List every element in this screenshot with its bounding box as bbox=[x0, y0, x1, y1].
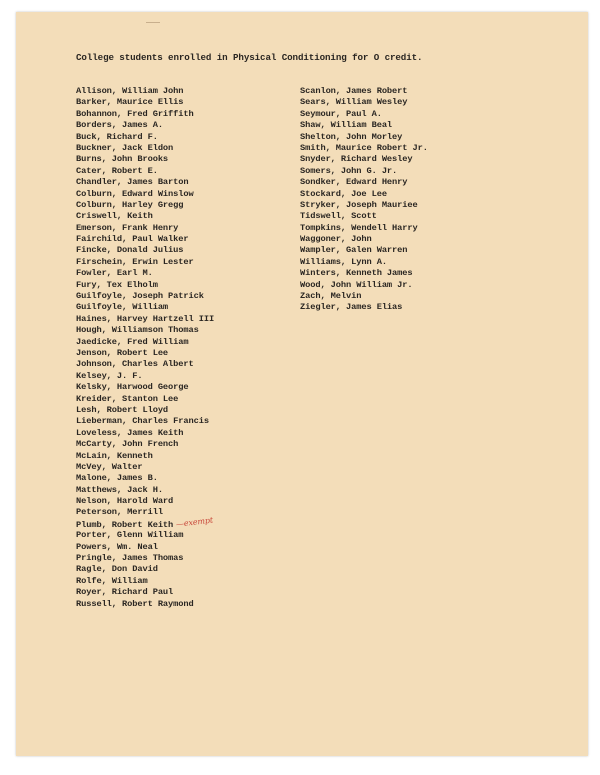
student-name bbox=[76, 143, 214, 154]
student-name bbox=[76, 280, 214, 291]
student-name-text: Guilfoyle, Joseph Patrick bbox=[76, 291, 204, 302]
student-name-text: Waggoner, John bbox=[300, 234, 372, 245]
student-name bbox=[300, 291, 428, 302]
student-name bbox=[76, 542, 214, 553]
student-name bbox=[300, 177, 428, 188]
student-name-text: Stryker, Joseph Mauriee bbox=[300, 199, 418, 210]
student-name-text: Williams, Lynn A. bbox=[300, 256, 387, 267]
student-name-text: Ziegler, James Elias bbox=[300, 302, 403, 313]
page-title: College students enrolled in Physical Conditioning for O credit. bbox=[76, 52, 423, 63]
student-name bbox=[76, 325, 214, 336]
student-name bbox=[300, 280, 428, 291]
student-name-text: Wampler, Galen Warren bbox=[300, 245, 408, 256]
student-name-text: Guilfoyle, William bbox=[76, 302, 169, 313]
student-name bbox=[76, 86, 214, 97]
student-name bbox=[76, 268, 214, 279]
student-name bbox=[76, 473, 214, 484]
student-name-text: Somers, John G. Jr. bbox=[300, 165, 398, 176]
student-name-text: Burns, John Brooks bbox=[76, 154, 169, 165]
student-name bbox=[76, 394, 214, 405]
student-name-text: Kreider, Stanton Lee bbox=[76, 393, 179, 404]
student-name bbox=[300, 200, 428, 211]
student-name-text: Buckner, Jack Eldon bbox=[76, 142, 174, 153]
student-name-text: Kelsey, J. F. bbox=[76, 370, 143, 381]
student-name bbox=[76, 257, 214, 268]
student-name bbox=[76, 109, 214, 120]
student-name bbox=[300, 234, 428, 245]
student-name bbox=[76, 553, 214, 564]
student-name bbox=[76, 166, 214, 177]
student-name bbox=[76, 223, 214, 234]
student-name-text: Rolfe, William bbox=[76, 575, 148, 586]
student-name-text: Powers, Wm. Neal bbox=[76, 541, 158, 552]
student-name-text: Seymour, Paul A. bbox=[300, 108, 382, 119]
student-name-text: Lesh, Robert Lloyd bbox=[76, 404, 169, 415]
student-name bbox=[76, 599, 214, 610]
student-name bbox=[300, 211, 428, 222]
student-name-text: Nelson, Harold Ward bbox=[76, 496, 174, 507]
student-name bbox=[76, 416, 214, 427]
student-name-text: Pringle, James Thomas bbox=[76, 553, 184, 564]
student-name-text: Fowler, Earl M. bbox=[76, 268, 153, 279]
student-name bbox=[300, 86, 428, 97]
student-name-text: Peterson, Merrill bbox=[76, 507, 163, 518]
student-name bbox=[76, 120, 214, 131]
student-name bbox=[76, 200, 214, 211]
student-name-text: Tompkins, Wendell Harry bbox=[300, 222, 418, 233]
right-name-column bbox=[300, 86, 428, 314]
student-name-text: Chandler, James Barton bbox=[76, 177, 189, 188]
paper-mark bbox=[146, 12, 160, 23]
student-name bbox=[76, 515, 214, 530]
student-name-text: Loveless, James Keith bbox=[76, 427, 184, 438]
student-name-text: Lieberman, Charles Francis bbox=[76, 416, 209, 427]
student-name bbox=[300, 97, 428, 108]
student-name bbox=[76, 439, 214, 450]
student-name bbox=[300, 268, 428, 279]
student-name-text: Borders, James A. bbox=[76, 120, 163, 131]
student-name-text: Porter, Glenn William bbox=[76, 530, 184, 541]
student-name bbox=[76, 154, 214, 165]
student-name-text: Shaw, William Beal bbox=[300, 120, 393, 131]
student-name-text: Malone, James B. bbox=[76, 473, 158, 484]
document-page bbox=[16, 12, 588, 756]
student-name-text: Scanlon, James Robert bbox=[300, 86, 408, 96]
student-name-text: Bohannon, Fred Griffith bbox=[76, 108, 194, 119]
student-name bbox=[300, 120, 428, 131]
student-name-text: Fairchild, Paul Walker bbox=[76, 234, 189, 245]
student-name-text: Plumb, Robert Keith bbox=[76, 519, 174, 530]
student-name bbox=[76, 132, 214, 143]
student-name-text: Hough, Williamson Thomas bbox=[76, 325, 199, 336]
student-name bbox=[300, 257, 428, 268]
student-name bbox=[76, 314, 214, 325]
student-name bbox=[300, 154, 428, 165]
student-name bbox=[76, 462, 214, 473]
student-name-text: Kelsky, Harwood George bbox=[76, 382, 189, 393]
student-name-text: Tidswell, Scott bbox=[300, 211, 377, 222]
student-name bbox=[76, 382, 214, 393]
student-name-text: Fincke, Donald Julius bbox=[76, 245, 184, 256]
student-name bbox=[76, 371, 214, 382]
student-name-text: Shelton, John Morley bbox=[300, 131, 403, 142]
student-name bbox=[76, 485, 214, 496]
student-name-text: Criswell, Keith bbox=[76, 211, 153, 222]
student-name-text: Jenson, Robert Lee bbox=[76, 347, 169, 358]
student-name bbox=[76, 576, 214, 587]
student-name-text: Johnson, Charles Albert bbox=[76, 359, 194, 370]
student-name bbox=[76, 302, 214, 313]
student-name-text: Fury, Tex Elholm bbox=[76, 279, 158, 290]
student-name-text: Sears, William Wesley bbox=[300, 97, 408, 108]
student-name-text: Royer, Richard Paul bbox=[76, 587, 174, 598]
student-name bbox=[76, 211, 214, 222]
student-name-text: Barker, Maurice Ellis bbox=[76, 97, 184, 108]
student-name-text: Haines, Harvey Hartzell III bbox=[76, 313, 215, 324]
student-name-text: Jaedicke, Fred William bbox=[76, 336, 189, 347]
student-name bbox=[76, 564, 214, 575]
student-name-text: Matthews, Jack H. bbox=[76, 484, 163, 495]
student-name bbox=[76, 177, 214, 188]
student-name bbox=[76, 245, 214, 256]
student-name bbox=[76, 587, 214, 598]
student-name-text: Cater, Robert E. bbox=[76, 165, 158, 176]
student-name bbox=[76, 337, 214, 348]
student-name-text: McCarty, John French bbox=[76, 439, 179, 450]
student-name bbox=[76, 530, 214, 541]
student-name-text: Snyder, Richard Wesley bbox=[300, 154, 413, 165]
student-name-text: Allison, William John bbox=[76, 86, 184, 96]
student-name-text: Winters, Kenneth James bbox=[300, 268, 413, 279]
student-name-text: Stockard, Joe Lee bbox=[300, 188, 387, 199]
student-name bbox=[76, 291, 214, 302]
student-name bbox=[76, 359, 214, 370]
student-name bbox=[300, 132, 428, 143]
student-name-text: Zach, Melvin bbox=[300, 291, 362, 302]
student-name bbox=[76, 496, 214, 507]
student-name bbox=[300, 245, 428, 256]
student-name-text: Sondker, Edward Henry bbox=[300, 177, 408, 188]
handwritten-exempt-note: —exempt bbox=[175, 515, 214, 529]
student-name-text: Emerson, Frank Henry bbox=[76, 222, 179, 233]
student-name bbox=[300, 143, 428, 154]
student-name bbox=[76, 348, 214, 359]
student-name bbox=[300, 189, 428, 200]
student-name bbox=[76, 234, 214, 245]
student-name-text: Russell, Robert Raymond bbox=[76, 598, 194, 609]
student-name-text: Smith, Maurice Robert Jr. bbox=[300, 142, 428, 153]
student-name bbox=[300, 166, 428, 177]
student-name-text: Buck, Richard F. bbox=[76, 131, 158, 142]
student-name-text: McLain, Kenneth bbox=[76, 450, 153, 461]
student-name bbox=[300, 223, 428, 234]
student-name-text: Ragle, Don David bbox=[76, 564, 158, 575]
student-name bbox=[76, 97, 214, 108]
student-name bbox=[76, 189, 214, 200]
student-name-text: Firschein, Erwin Lester bbox=[76, 256, 194, 267]
left-name-column bbox=[76, 86, 214, 610]
student-name-text: Wood, John William Jr. bbox=[300, 279, 413, 290]
student-name bbox=[300, 302, 428, 313]
student-name bbox=[76, 428, 214, 439]
student-name-text: Colburn, Edward Winslow bbox=[76, 188, 194, 199]
student-name bbox=[300, 109, 428, 120]
student-name bbox=[76, 405, 214, 416]
student-name-text: McVey, Walter bbox=[76, 461, 143, 472]
student-name-text: Colburn, Harley Gregg bbox=[76, 199, 184, 210]
student-name bbox=[76, 451, 214, 462]
